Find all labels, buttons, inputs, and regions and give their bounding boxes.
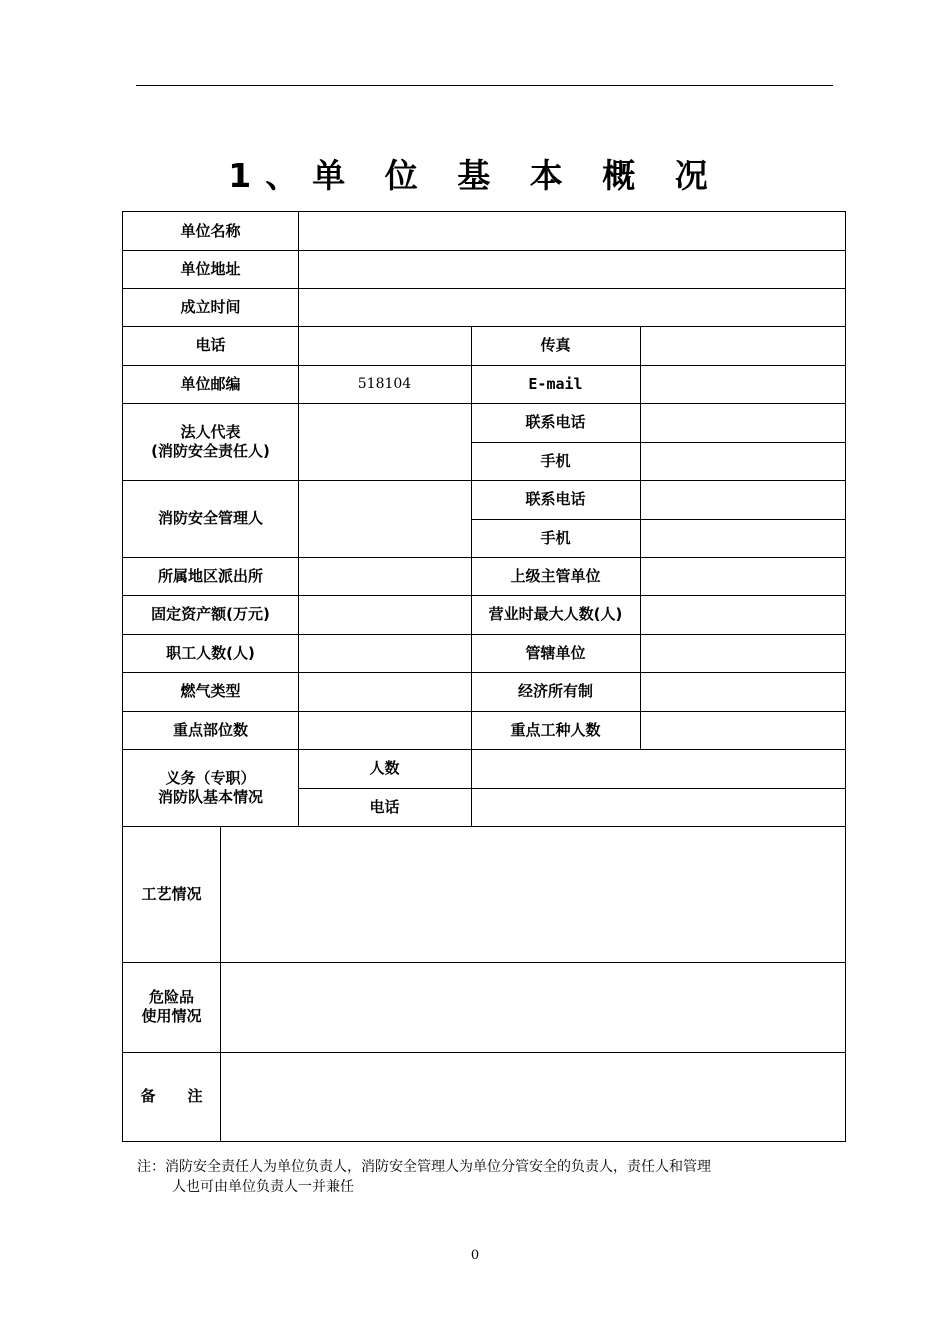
label-postcode: 单位邮编 (180, 374, 241, 393)
page-title: 1、单 位 基 本 概 况 (228, 156, 722, 195)
hazmat-field[interactable] (220, 962, 845, 1052)
label-email: E-mail (528, 374, 583, 393)
label-fax: 传真 (540, 336, 571, 354)
label-gas-type: 燃气类型 (180, 682, 241, 700)
ownership-field[interactable] (640, 672, 845, 711)
label-hazmat (123, 962, 220, 1052)
footnote-line1: 注：消防安全责任人为单位负责人，消防安全管理人为单位分管安全的负责人，责任人和管理 (137, 1159, 711, 1175)
manager-contact-field[interactable] (640, 480, 845, 519)
label-superior-unit: 上级主管单位 (510, 566, 601, 585)
email-field[interactable] (640, 365, 845, 403)
label-manager-contact: 联系电话 (525, 490, 586, 508)
legal-rep-contact-field[interactable] (640, 403, 845, 442)
key-parts-field[interactable] (298, 711, 471, 749)
unit-info-form (122, 211, 846, 1142)
label-fire-brigade-line1: 义务（专职） (165, 768, 256, 787)
label-legal-rep-contact: 联系电话 (525, 413, 586, 431)
footnote-line2: 人也可由单位负责人一并兼任 (172, 1179, 354, 1195)
gas-type-field[interactable] (298, 672, 471, 711)
label-fire-brigade-line2: 消防队基本情况 (157, 787, 263, 806)
staff-count-field[interactable] (298, 634, 471, 672)
footnote (137, 1157, 837, 1197)
established-field[interactable] (298, 288, 845, 326)
label-process: 工艺情况 (141, 884, 202, 903)
label-staff-count: 职工人数(人) (166, 643, 255, 662)
label-key-workers: 重点工种人数 (510, 720, 601, 739)
fixed-assets-field[interactable] (298, 595, 471, 634)
label-legal-rep-line2: (消防安全责任人) (151, 441, 270, 460)
label-brigade-phone: 电话 (369, 797, 400, 816)
label-legal-rep-mobile: 手机 (540, 451, 571, 470)
unit-address-field[interactable] (298, 250, 845, 288)
label-safety-manager: 消防安全管理人 (157, 509, 263, 527)
police-station-field[interactable] (298, 557, 471, 595)
brigade-headcount-field[interactable] (471, 749, 845, 788)
max-people-field[interactable] (640, 595, 845, 634)
label-brigade-headcount: 人数 (369, 759, 400, 777)
jurisdiction-field[interactable] (640, 634, 845, 672)
label-max-people: 营业时最大人数(人) (488, 605, 623, 623)
label-unit-address: 单位地址 (180, 259, 241, 278)
label-key-parts: 重点部位数 (172, 720, 248, 739)
label-jurisdiction: 管辖单位 (525, 643, 586, 662)
superior-unit-field[interactable] (640, 557, 845, 595)
label-legal-rep-line1: 法人代表 (180, 422, 241, 441)
label-remarks (123, 1052, 220, 1141)
manager-mobile-field[interactable] (640, 519, 845, 557)
legal-rep-mobile-field[interactable] (640, 442, 845, 480)
label-remarks-char2: 注 (187, 1087, 203, 1105)
label-manager-mobile: 手机 (540, 528, 571, 547)
page-number: 0 (470, 1248, 480, 1263)
label-hazmat-line1: 危险品 (148, 988, 194, 1006)
unit-name-field[interactable] (298, 212, 845, 250)
key-workers-field[interactable] (640, 711, 845, 749)
header-rule (136, 85, 833, 86)
label-established: 成立时间 (180, 297, 241, 316)
label-unit-name: 单位名称 (180, 221, 241, 240)
process-field[interactable] (220, 826, 845, 962)
postcode-value[interactable]: 518104 (357, 375, 412, 392)
label-legal-rep (123, 403, 298, 480)
legal-rep-field[interactable] (298, 403, 471, 480)
remarks-field[interactable] (220, 1052, 845, 1141)
label-phone: 电话 (195, 336, 226, 354)
label-remarks-char1: 备 (140, 1087, 156, 1105)
label-fire-brigade (123, 749, 298, 826)
fax-field[interactable] (640, 326, 845, 365)
label-ownership: 经济所有制 (517, 682, 593, 700)
brigade-phone-field[interactable] (471, 788, 845, 826)
label-hazmat-line2: 使用情况 (141, 1007, 202, 1025)
label-police-station: 所属地区派出所 (157, 566, 263, 585)
label-fixed-assets: 固定资产额(万元) (151, 605, 270, 623)
safety-manager-field[interactable] (298, 480, 471, 557)
phone-field[interactable] (298, 326, 471, 365)
